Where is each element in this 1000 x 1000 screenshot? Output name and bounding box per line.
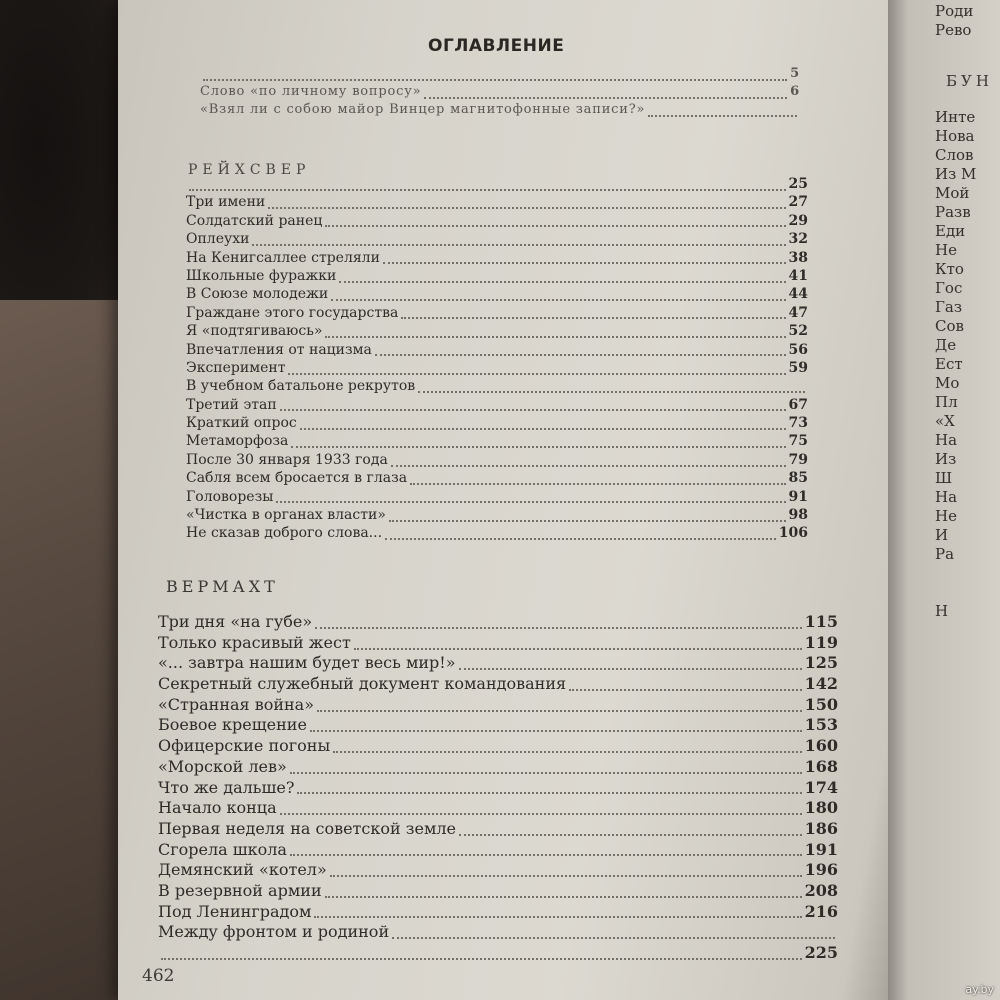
toc-leader-dots xyxy=(385,527,776,540)
toc-entry-title: Между фронтом и родиной xyxy=(158,922,390,942)
toc-leader-dots xyxy=(325,325,785,338)
toc-leader-dots xyxy=(354,637,802,650)
toc-leader-dots xyxy=(383,251,786,264)
right-page-line: На xyxy=(935,431,958,449)
toc-entry-title: «Морской лев» xyxy=(158,756,287,776)
toc-entry xyxy=(158,902,838,923)
toc-entry xyxy=(186,377,808,395)
toc-entry-page: 106 xyxy=(778,525,808,542)
right-page-line: Не xyxy=(935,241,957,259)
toc-entry-title: На Кенигсаллее стреляли xyxy=(186,249,380,266)
toc-entry-page: 119 xyxy=(804,632,838,652)
toc-entry xyxy=(186,451,808,469)
toc-leader-dots xyxy=(161,947,802,960)
toc-leader-dots xyxy=(252,233,785,246)
toc-entry-page: 73 xyxy=(788,415,808,432)
right-page-line: Из М xyxy=(935,165,977,183)
toc-entry-page: 27 xyxy=(788,194,808,211)
toc-entry-title: Эксперимент xyxy=(186,359,286,376)
toc-heading: ОГЛАВЛЕНИЕ xyxy=(428,36,565,56)
toc-entry-page: 56 xyxy=(788,341,808,358)
toc-entry-page: 174 xyxy=(804,777,838,797)
toc-entry-title: Школьные фуражки xyxy=(186,267,337,284)
toc-entry-page: 44 xyxy=(788,286,808,303)
toc-entry-title: Сабля всем бросается в глаза xyxy=(186,470,408,487)
toc-entry-title: «Взял ли с собою майор Винцер магнитофонные записи?» xyxy=(200,102,646,117)
toc-entry-title: Солдатский ранец xyxy=(186,212,323,229)
toc-entry xyxy=(200,65,800,83)
right-page-line: И xyxy=(935,526,949,544)
toc-entry xyxy=(186,322,808,340)
toc-entry-page: 142 xyxy=(804,674,838,694)
toc-entry xyxy=(186,524,808,542)
toc-entry xyxy=(186,432,808,450)
toc-entry-page: 91 xyxy=(788,488,808,505)
toc-leader-dots xyxy=(290,843,802,856)
toc-leader-dots xyxy=(291,435,785,448)
toc-leader-dots xyxy=(203,68,787,81)
toc-leader-dots xyxy=(459,823,802,836)
right-page-line: Мо xyxy=(935,374,960,392)
toc-leader-dots xyxy=(317,699,802,712)
toc-entry xyxy=(158,736,838,757)
toc-entry-page: 6 xyxy=(790,84,800,99)
toc-leader-dots xyxy=(375,343,786,356)
toc-entry xyxy=(186,249,808,267)
right-page-line: Ш xyxy=(935,469,953,487)
toc-entry-title: Я «подтягиваюсь» xyxy=(186,323,323,340)
toc-entry xyxy=(158,674,838,695)
right-page-line: Пл xyxy=(935,393,958,411)
toc-entry xyxy=(158,633,838,654)
right-page-line: Не xyxy=(935,507,957,525)
right-page-line: Инте xyxy=(935,108,976,126)
toc-entry xyxy=(186,359,808,377)
toc-leader-dots xyxy=(280,398,786,411)
toc-entry xyxy=(158,715,838,736)
toc-entry xyxy=(158,922,838,943)
toc-entry xyxy=(186,267,808,285)
toc-entry-page: 47 xyxy=(788,304,808,321)
toc-entry-title: «... завтра нашим будет весь мир!» xyxy=(158,653,456,673)
toc-entry xyxy=(158,819,838,840)
toc-entry-title: Краткий опрос xyxy=(186,415,297,432)
toc-entry-page: 67 xyxy=(788,396,808,413)
toc-entry-page: 160 xyxy=(804,736,838,756)
right-page-line: Из xyxy=(935,450,957,468)
toc-entry-title: Офицерские погоны xyxy=(158,736,331,756)
toc-leader-dots xyxy=(325,214,785,227)
toc-entry-title: В учебном батальоне рекрутов xyxy=(186,378,416,395)
right-page-line: Газ xyxy=(935,298,963,316)
toc-entry-page: 75 xyxy=(788,433,808,450)
toc-entry-page: 52 xyxy=(788,323,808,340)
section-title-reichswehr: РЕЙХСВЕР xyxy=(188,162,311,178)
toc-entry-page: 59 xyxy=(788,359,808,376)
toc-entry-title: В Союзе молодежи xyxy=(186,286,329,303)
toc-entry xyxy=(186,212,808,230)
toc-leader-dots xyxy=(297,781,801,794)
toc-entry-page: 216 xyxy=(804,901,838,921)
right-page-line xyxy=(935,564,1000,583)
toc-entry xyxy=(158,943,838,964)
toc-entry xyxy=(158,778,838,799)
right-page-line: Кто xyxy=(935,260,964,278)
toc-intro-list xyxy=(200,65,800,119)
toc-entry-title: Впечатления от нацизма xyxy=(186,341,372,358)
toc-entry-page: 125 xyxy=(804,653,838,673)
right-page-list xyxy=(935,108,1000,621)
right-page-top xyxy=(935,2,1000,40)
toc-entry-title: Что же дальше? xyxy=(158,777,295,797)
right-page-line: Ест xyxy=(935,355,963,373)
toc-entry-title: Первая неделя на советской земле xyxy=(158,818,457,838)
toc-leader-dots xyxy=(314,905,801,918)
toc-entry-title: Слово «по личному вопросу» xyxy=(200,84,422,99)
toc-reichswehr-list xyxy=(186,175,808,543)
watermark: ay.by xyxy=(965,983,994,996)
toc-entry xyxy=(158,840,838,861)
right-page-line: Де xyxy=(935,336,957,354)
toc-entry-title: Не сказав доброго слова... xyxy=(186,525,383,542)
toc-entry xyxy=(186,193,808,211)
toc-entry xyxy=(158,881,838,902)
toc-leader-dots xyxy=(330,864,802,877)
toc-entry-title: После 30 января 1933 года xyxy=(186,451,388,468)
toc-entry-page: 38 xyxy=(788,249,808,266)
toc-entry xyxy=(158,757,838,778)
toc-entry-page: 168 xyxy=(804,756,838,776)
toc-entry xyxy=(186,488,808,506)
toc-entry xyxy=(186,396,808,414)
toc-entry xyxy=(158,860,838,881)
toc-entry xyxy=(186,469,808,487)
toc-entry xyxy=(158,798,838,819)
toc-entry-title: Три имени xyxy=(186,194,266,211)
toc-leader-dots xyxy=(459,657,802,670)
right-page-line: Нова xyxy=(935,127,975,145)
toc-leader-dots xyxy=(268,196,785,209)
toc-leader-dots xyxy=(288,362,785,375)
toc-entry xyxy=(158,695,838,716)
toc-leader-dots xyxy=(391,454,786,467)
right-page-line: На xyxy=(935,488,958,506)
right-page-section: БУН xyxy=(946,72,993,90)
toc-leader-dots xyxy=(392,926,835,939)
toc-leader-dots xyxy=(424,86,787,99)
toc-entry-page: 98 xyxy=(788,507,808,524)
toc-entry-page: 79 xyxy=(788,451,808,468)
toc-leader-dots xyxy=(418,380,805,393)
right-page-line: Слов xyxy=(935,146,974,164)
toc-entry-title: В резервной армии xyxy=(158,880,322,900)
toc-leader-dots xyxy=(648,104,797,117)
toc-entry-title: Три дня «на губе» xyxy=(158,612,313,631)
toc-entry xyxy=(200,83,800,101)
toc-leader-dots xyxy=(389,509,786,522)
right-page-line xyxy=(935,583,1000,602)
toc-leader-dots xyxy=(315,616,801,629)
toc-leader-dots xyxy=(300,417,786,430)
toc-entry-title: Оплеухи xyxy=(186,231,250,248)
toc-entry xyxy=(186,414,808,432)
toc-leader-dots xyxy=(189,178,786,191)
toc-entry xyxy=(186,285,808,303)
toc-entry xyxy=(200,101,800,119)
toc-entry-page: 32 xyxy=(788,231,808,248)
toc-leader-dots xyxy=(333,740,801,753)
right-page-line: Разв xyxy=(935,203,971,221)
toc-leader-dots xyxy=(569,678,802,691)
toc-entry-page: 5 xyxy=(790,66,800,81)
toc-entry-title: Сгорела школа xyxy=(158,839,287,859)
right-page-line: Рево xyxy=(935,21,972,39)
toc-entry-title: Третий этап xyxy=(186,396,277,413)
toc-entry-title: Боевое крещение xyxy=(158,715,307,735)
toc-entry-title: Только красивый жест xyxy=(158,632,351,652)
toc-entry-page: 208 xyxy=(804,880,838,900)
toc-leader-dots xyxy=(401,306,785,319)
toc-entry xyxy=(186,506,808,524)
right-page-line: Мой xyxy=(935,184,970,202)
right-page-line: Гос xyxy=(935,279,963,297)
toc-entry-page: 225 xyxy=(804,943,838,962)
right-page-line: Еди xyxy=(935,222,966,240)
toc-entry-page: 85 xyxy=(788,470,808,487)
right-page-line: Сов xyxy=(935,317,964,335)
toc-entry-title: Демянский «котел» xyxy=(158,860,327,880)
right-page-line: Ра xyxy=(935,545,955,563)
right-page-line: Роди xyxy=(935,2,974,20)
toc-entry-title: Метаморфоза xyxy=(186,433,289,450)
toc-entry xyxy=(186,175,808,193)
toc-entry-title: «Чистка в органах власти» xyxy=(186,507,386,524)
toc-entry xyxy=(186,304,808,322)
toc-wehrmacht-list xyxy=(158,612,838,964)
toc-entry xyxy=(158,612,838,633)
toc-entry-page: 191 xyxy=(804,839,838,859)
toc-entry-page: 29 xyxy=(788,212,808,229)
toc-leader-dots xyxy=(276,490,785,503)
section-title-wehrmacht: ВЕРМАХТ xyxy=(166,577,279,596)
toc-entry-title: Под Ленинградом xyxy=(158,901,312,921)
toc-leader-dots xyxy=(310,719,802,732)
toc-entry-page: 115 xyxy=(804,612,838,631)
toc-leader-dots xyxy=(325,885,802,898)
toc-entry-page: 150 xyxy=(804,694,838,714)
toc-entry-page: 41 xyxy=(788,267,808,284)
toc-leader-dots xyxy=(410,472,785,485)
toc-leader-dots xyxy=(339,270,785,283)
toc-leader-dots xyxy=(290,761,802,774)
right-page-line: Н xyxy=(935,602,949,620)
right-page-line: «Х xyxy=(935,412,955,430)
toc-entry xyxy=(186,230,808,248)
toc-entry-page: 180 xyxy=(804,798,838,818)
toc-entry-page: 196 xyxy=(804,860,838,880)
toc-entry xyxy=(186,341,808,359)
toc-entry-title: «Странная война» xyxy=(158,694,315,714)
page-number: 462 xyxy=(142,966,175,986)
toc-entry-page: 186 xyxy=(804,818,838,838)
toc-entry-title: Начало конца xyxy=(158,798,277,818)
toc-leader-dots xyxy=(280,802,802,815)
toc-entry-page: 25 xyxy=(788,176,808,192)
toc-entry-page: 153 xyxy=(804,715,838,735)
toc-entry-title: Граждане этого государства xyxy=(186,304,399,321)
toc-entry-title: Головорезы xyxy=(186,488,274,505)
toc-leader-dots xyxy=(331,288,785,301)
toc-entry xyxy=(158,653,838,674)
toc-entry-title: Секретный служебный документ командования xyxy=(158,674,567,694)
